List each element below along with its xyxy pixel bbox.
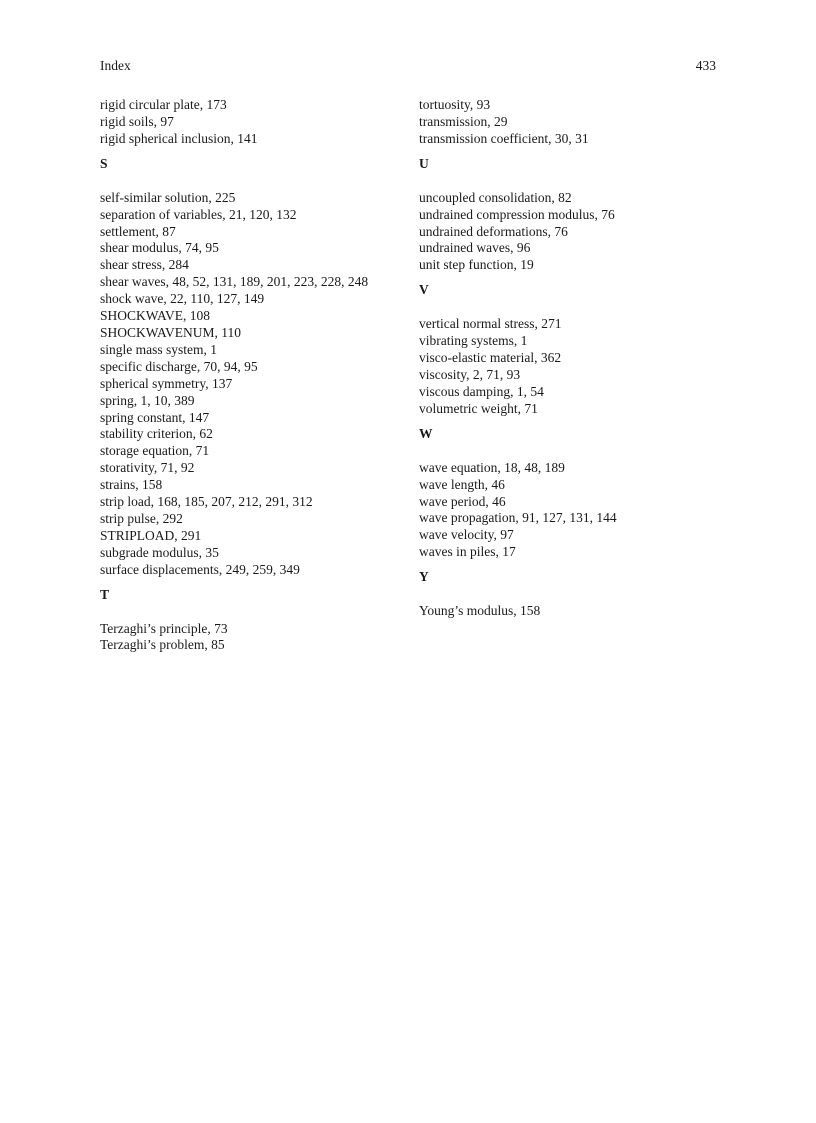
index-entry: Terzaghi’s problem, 85 <box>100 637 225 653</box>
index-entry: shear waves, 48, 52, 131, 189, 201, 223, 228, 248 <box>100 274 369 290</box>
index-entry: subgrade modulus, 35 <box>100 544 219 560</box>
index-entry: undrained deformations, 76 <box>419 223 568 239</box>
index-entry: STRIPLOAD, 291 <box>100 527 202 543</box>
index-entry: storativity, 71, 92 <box>100 460 195 476</box>
running-head: Index <box>100 58 131 73</box>
section-letter: Y <box>419 569 429 585</box>
section-letter: U <box>419 155 429 171</box>
index-entry: wave velocity, 97 <box>419 527 514 543</box>
index-entry: waves in piles, 17 <box>419 544 516 560</box>
index-entry: single mass system, 1 <box>100 341 217 357</box>
index-entry: wave equation, 18, 48, 189 <box>419 459 565 475</box>
index-entry: separation of variables, 21, 120, 132 <box>100 206 297 222</box>
index-entry: spherical symmetry, 137 <box>100 375 233 391</box>
index-column-right <box>419 97 716 620</box>
section-letter: S <box>100 155 108 171</box>
index-entry: Terzaghi’s principle, 73 <box>100 620 228 636</box>
index-section <box>419 569 716 620</box>
section-letter: T <box>100 586 110 602</box>
index-entry: uncoupled consolidation, 82 <box>419 189 572 205</box>
section-letter: W <box>419 425 433 441</box>
index-entry: storage equation, 71 <box>100 443 210 459</box>
index-section <box>100 97 398 148</box>
index-entry: rigid circular plate, 173 <box>100 97 227 112</box>
page-header <box>100 58 716 76</box>
index-entry: transmission, 29 <box>419 113 508 129</box>
index-entry: shear modulus, 74, 95 <box>100 240 219 256</box>
index-entry: viscosity, 2, 71, 93 <box>419 366 521 382</box>
index-column-left <box>100 97 398 654</box>
index-entry: vibrating systems, 1 <box>419 333 528 349</box>
index-entry: settlement, 87 <box>100 223 176 239</box>
index-entry: strip pulse, 292 <box>100 510 183 526</box>
index-entry: wave length, 46 <box>419 476 505 492</box>
index-entry: Young’s modulus, 158 <box>419 603 541 619</box>
index-entry: strip load, 168, 185, 207, 212, 291, 312 <box>100 494 313 510</box>
index-entry: rigid spherical inclusion, 141 <box>100 130 258 146</box>
index-section <box>419 282 716 417</box>
index-entry: undrained compression modulus, 76 <box>419 206 615 222</box>
index-entry: undrained waves, 96 <box>419 240 531 256</box>
index-entry: volumetric weight, 71 <box>419 400 538 416</box>
index-section <box>419 156 716 275</box>
index-entry: specific discharge, 70, 94, 95 <box>100 358 258 374</box>
index-entry: vertical normal stress, 271 <box>419 316 562 332</box>
section-letter: V <box>419 282 429 298</box>
index-entry: SHOCKWAVENUM, 110 <box>100 324 242 340</box>
index-entry: tortuosity, 93 <box>419 97 491 112</box>
index-entry: strains, 158 <box>100 477 163 493</box>
index-entry: self-similar solution, 225 <box>100 189 236 205</box>
index-section <box>419 426 716 561</box>
page-number: 433 <box>695 58 716 73</box>
index-section <box>100 156 398 579</box>
index-entry: transmission coefficient, 30, 31 <box>419 130 589 146</box>
index-entry: surface displacements, 249, 259, 349 <box>100 561 300 577</box>
index-entry: viscous damping, 1, 54 <box>419 383 544 399</box>
index-entry: spring, 1, 10, 389 <box>100 392 195 408</box>
index-entry: wave propagation, 91, 127, 131, 144 <box>419 510 617 526</box>
index-entry: SHOCKWAVE, 108 <box>100 308 211 324</box>
index-entry: spring constant, 147 <box>100 409 210 425</box>
index-entry: unit step function, 19 <box>419 257 534 273</box>
index-entry: stability criterion, 62 <box>100 426 213 442</box>
index-entry: wave period, 46 <box>419 493 506 509</box>
index-entry: shear stress, 284 <box>100 257 189 273</box>
index-section <box>419 97 716 148</box>
index-entry: visco-elastic material, 362 <box>419 350 562 366</box>
index-entry: shock wave, 22, 110, 127, 149 <box>100 291 265 307</box>
index-section <box>100 587 398 655</box>
index-entry: rigid soils, 97 <box>100 113 174 129</box>
